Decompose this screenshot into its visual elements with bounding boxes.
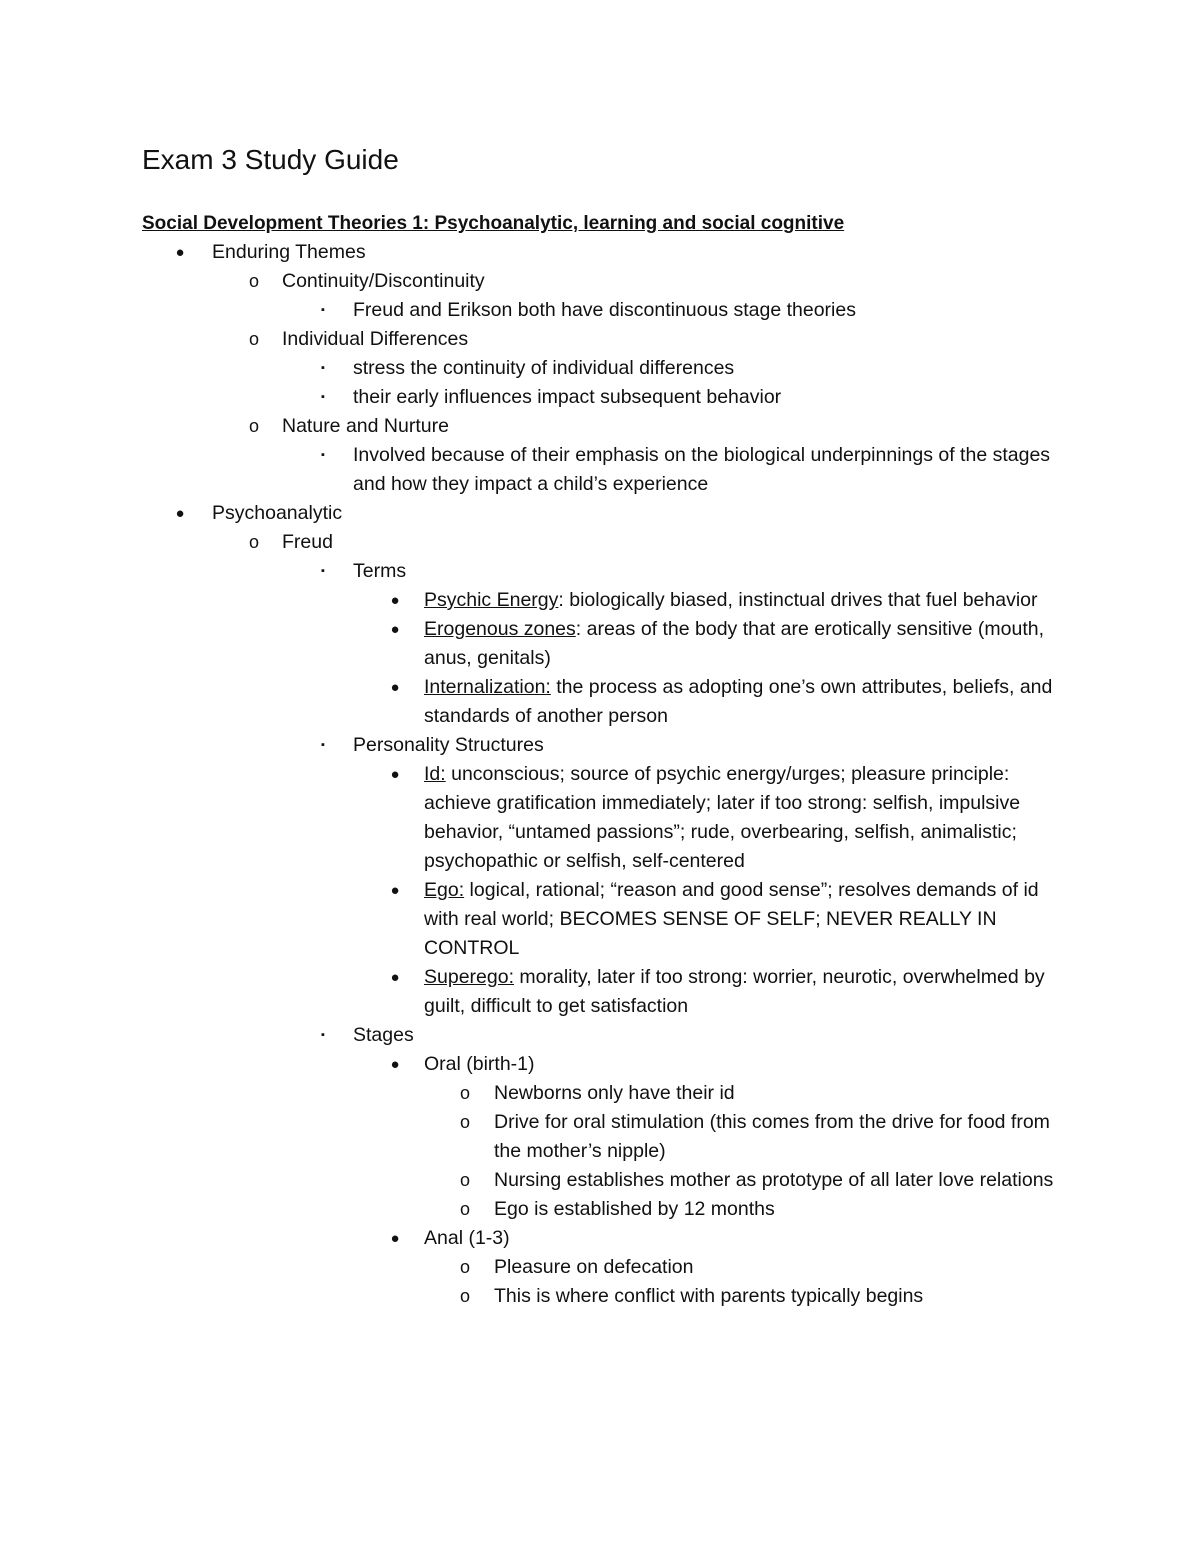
circle-marker: o: [459, 1199, 470, 1219]
list-item-text: Freud and Erikson both have discontinuous stage theories: [353, 299, 856, 321]
list-item: [0, 1050, 1200, 1079]
term-label: Internalization:: [424, 676, 551, 698]
list-item: [0, 441, 1200, 499]
square-marker: ▪: [321, 565, 325, 577]
square-marker: ▪: [321, 1029, 325, 1041]
bullet-marker: ●: [390, 882, 400, 899]
square-marker: ▪: [321, 391, 325, 403]
outline-list: [0, 238, 1200, 1311]
bullet-marker: ●: [390, 1056, 400, 1073]
bullet-marker: ●: [390, 592, 400, 609]
list-item: [0, 412, 1200, 441]
list-item-text: Pleasure on defecation: [494, 1256, 694, 1278]
list-item-text: Nature and Nurture: [282, 415, 449, 437]
list-item: [0, 876, 1200, 963]
list-item-text: [424, 876, 1064, 963]
list-item: [0, 1108, 1200, 1166]
list-item: [0, 296, 1200, 325]
list-item: [0, 1195, 1200, 1224]
list-item-text: Personality Structures: [353, 734, 544, 756]
square-marker: ▪: [321, 304, 325, 316]
circle-marker: o: [248, 271, 259, 291]
section-heading: Social Development Theories 1: Psychoanalytic, learning and social cognitive: [142, 213, 845, 234]
list-item-text: Ego is established by 12 months: [494, 1198, 775, 1220]
term-label: Superego:: [424, 966, 514, 988]
circle-marker: o: [248, 416, 259, 436]
list-item: [0, 238, 1200, 267]
list-item: [0, 963, 1200, 1021]
list-item-text: Oral (birth-1): [424, 1053, 535, 1075]
list-item-text: Anal (1-3): [424, 1227, 510, 1249]
circle-marker: o: [459, 1083, 470, 1103]
list-item-text: Continuity/Discontinuity: [282, 270, 485, 292]
circle-marker: o: [248, 532, 259, 552]
bullet-marker: ●: [390, 621, 400, 638]
bullet-marker: ●: [175, 244, 185, 261]
term-label: Ego:: [424, 879, 465, 901]
term-definition: : areas of the body that are erotically sensitive (mouth, anus, genitals): [424, 618, 1045, 669]
list-item: [0, 731, 1200, 760]
circle-marker: o: [459, 1257, 470, 1277]
bullet-marker: ●: [390, 969, 400, 986]
list-item-text: [424, 586, 1064, 615]
list-item: [0, 760, 1200, 876]
list-item: [0, 1166, 1200, 1195]
list-item: [0, 354, 1200, 383]
page-title: Exam 3 Study Guide: [142, 144, 399, 175]
bullet-marker: ●: [390, 1230, 400, 1247]
list-item-text: [424, 673, 1064, 731]
list-item: [0, 267, 1200, 296]
list-item-text: This is where conflict with parents typically begins: [494, 1285, 924, 1307]
term-definition: : biologically biased, instinctual drives that fuel behavior: [558, 589, 1038, 611]
term-label: Id:: [424, 763, 446, 785]
list-item: [0, 1253, 1200, 1282]
list-item-text: Stages: [353, 1024, 414, 1046]
term-definition: unconscious; source of psychic energy/urges; pleasure principle: achieve gratification immediately; later if too strong: selfish, impulsive behavior, “untamed passions”; rude, overbearing, selfish, animalistic; psychopathic or selfish, self-centered: [424, 763, 1021, 872]
list-item-text: Freud: [282, 531, 333, 553]
list-item-text: their early influences impact subsequent behavior: [353, 386, 782, 408]
circle-marker: o: [459, 1286, 470, 1306]
list-item: [0, 586, 1200, 615]
term-definition: logical, rational; “reason and good sense”; resolves demands of id with real world; BECOMES SENSE OF SELF; NEVER REALLY IN CONTROL: [424, 879, 1039, 959]
list-item: [0, 673, 1200, 731]
term-label: Psychic Energy: [424, 589, 559, 611]
list-item-text: Newborns only have their id: [494, 1082, 735, 1104]
list-item: [0, 557, 1200, 586]
list-item: [0, 1079, 1200, 1108]
list-item-text: Involved because of their emphasis on the biological underpinnings of the stages and how they impact a child’s experience: [353, 444, 1051, 495]
list-item: [0, 1224, 1200, 1253]
list-item-text: stress the continuity of individual differences: [353, 357, 735, 379]
list-item-text: Individual Differences: [282, 328, 469, 350]
square-marker: ▪: [321, 362, 325, 374]
list-item-text: [424, 963, 1064, 1021]
square-marker: ▪: [321, 449, 325, 461]
circle-marker: o: [459, 1112, 470, 1132]
list-item-text: Nursing establishes mother as prototype of all later love relations: [494, 1169, 1054, 1191]
circle-marker: o: [248, 329, 259, 349]
square-marker: ▪: [321, 739, 325, 751]
term-label: Erogenous zones: [424, 618, 576, 640]
term-definition: morality, later if too strong: worrier, neurotic, overwhelmed by guilt, difficult to get satisfaction: [424, 966, 1045, 1017]
list-item: [0, 383, 1200, 412]
bullet-marker: ●: [390, 766, 400, 783]
list-item: [0, 615, 1200, 673]
circle-marker: o: [459, 1170, 470, 1190]
bullet-marker: ●: [390, 679, 400, 696]
list-item-text: [424, 760, 1064, 876]
list-item: [0, 1282, 1200, 1311]
bullet-marker: ●: [175, 505, 185, 522]
list-item: [0, 528, 1200, 557]
list-item-text: [424, 615, 1064, 673]
list-item-text: Psychoanalytic: [212, 502, 343, 524]
list-item-text: Terms: [353, 560, 407, 582]
list-item-text: Drive for oral stimulation (this comes from the drive for food from the mother’s nipple): [494, 1111, 1050, 1162]
list-item: [0, 325, 1200, 354]
term-definition: the process as adopting one’s own attributes, beliefs, and standards of another person: [424, 676, 1053, 727]
list-item: [0, 499, 1200, 528]
list-item-text: Enduring Themes: [212, 241, 366, 263]
list-item: [0, 1021, 1200, 1050]
